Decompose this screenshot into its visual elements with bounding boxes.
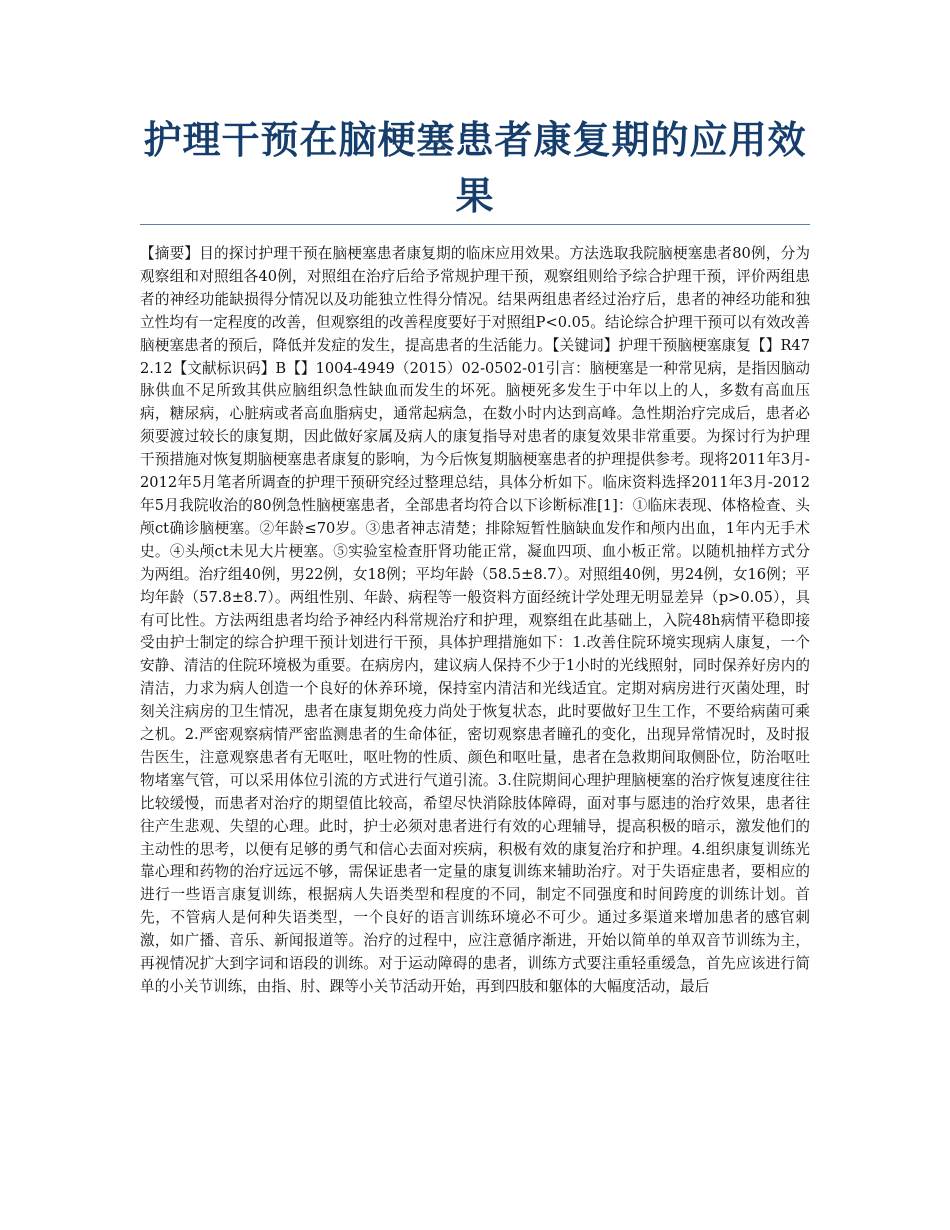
title-divider	[140, 224, 810, 225]
article-body: 【摘要】目的探讨护理干预在脑梗塞患者康复期的临床应用效果。方法选取我院脑梗塞患者80例，分为观察组和对照组各40例，对照组在治疗后给予常规护理干预，观察组则给予综合护理干预，评价两组患者的神经功能缺损得分情况以及功能独立性得分情况。结果两组患者经过治疗后，患者的神经功能和独立性均有一定程度的改善，但观察组的改善程度要好于对照组P<0.05。结论综合护理干预可以有效改善脑梗塞患者的预后，降低并发症的发生，提高患者的生活能力。【关键词】护理干预脑梗塞康复【】R472.12【文献标识码】B【】1004-4949（2015）02-0502-01引言：脑梗塞是一种常见病，是指因脑动脉供血不足所致其供应脑组织急性缺血而发生的坏死。脑梗死多发生于中年以上的人，多数有高血压病，糖尿病，心脏病或者高血脂病史，通常起病急，在数小时内达到高峰。急性期治疗完成后，患者必须要渡过较长的康复期，因此做好家属及病人的康复指导对患者的康复效果非常重要。为探讨行为护理干预措施对恢复期脑梗塞患者康复的影响，为今后恢复期脑梗塞患者的护理提供参考。现将2011年3月-2012年5月笔者所调查的护理干预研究经过整理总结，具体分析如下。临床资料选择2011年3月-2012年5月我院收治的80例急性脑梗塞患者，全部患者均符合以下诊断标准[1]：①临床表现、体格检查、头颅ct确诊脑梗塞。②年龄≤70岁。③患者神志清楚；排除短暂性脑缺血发作和颅内出血，1年内无手术史。④头颅ct未见大片梗塞。⑤实验室检查肝肾功能正常，凝血四项、血小板正常。以随机抽样方式分为两组。治疗组40例，男22例，女18例；平均年龄（58.5±8.7）。对照组40例，男24例，女16例；平均年龄（57.8±8.7）。两组性别、年龄、病程等一般资料方面经统计学处理无明显差异（p>0.05），具有可比性。方法两组患者均给予神经内科常规治疗和护理，观察组在此基础上，入院48h病情平稳即接受由护士制定的综合护理干预计划进行干预，具体护理措施如下：1.改善住院环境实现病人康复，一个安静、清洁的住院环境极为重要。在病房内，建议病人保持不少于1小时的光线照射，同时保养好房内的清洁，力求为病人创造一个良好的休养环境，保持室内清洁和光线适宜。定期对病房进行灭菌处理，时刻关注病房的卫生情况，患者在康复期免疫力尚处于恢复状态，此时要做好卫生工作，不要给病菌可乘之机。2.严密观察病情严密监测患者的生命体征，密切观察患者瞳孔的变化，出现异常情况时，及时报告医生，注意观察患者有无呕吐，呕吐物的性质、颜色和呕吐量，患者在急救期间取侧卧位，防治呕吐物堵塞气管，可以采用体位引流的方式进行气道引流。3.住院期间心理护理脑梗塞的治疗恢复速度往往比较缓慢，而患者对治疗的期望值比较高，希望尽快消除肢体障碍，面对事与愿违的治疗效果，患者往往产生悲观、失望的心理。此时，护士必须对患者进行有效的心理辅导，提高积极的暗示，激发他们的主动性的思考，以便有足够的勇气和信心去面对疾病，积极有效的康复治疗和护理。4.组织康复训练光靠心理和药物的治疗远远不够，需保证患者一定量的康复训练来辅助治疗。对于失语症患者，要相应的进行一些语言康复训练，根据病人失语类型和程度的不同，制定不同强度和时间跨度的训练计划。首先，不管病人是何种失语类型，一个良好的语言训练环境必不可少。通过多渠道来增加患者的感官刺激，如广播、音乐、新闻报道等。治疗的过程中，应注意循序渐进，开始以简单的单双音节训练为主，再视情况扩大到字词和语段的训练。对于运动障碍的患者，训练方式要注重轻重缓急，首先应该进行简单的小关节训练，由指、肘、踝等小关节活动开始，再到四肢和躯体的大幅度活动，最后	[140, 245, 810, 995]
page-title: 护理干预在脑梗塞患者康复期的应用效果	[143, 118, 807, 218]
